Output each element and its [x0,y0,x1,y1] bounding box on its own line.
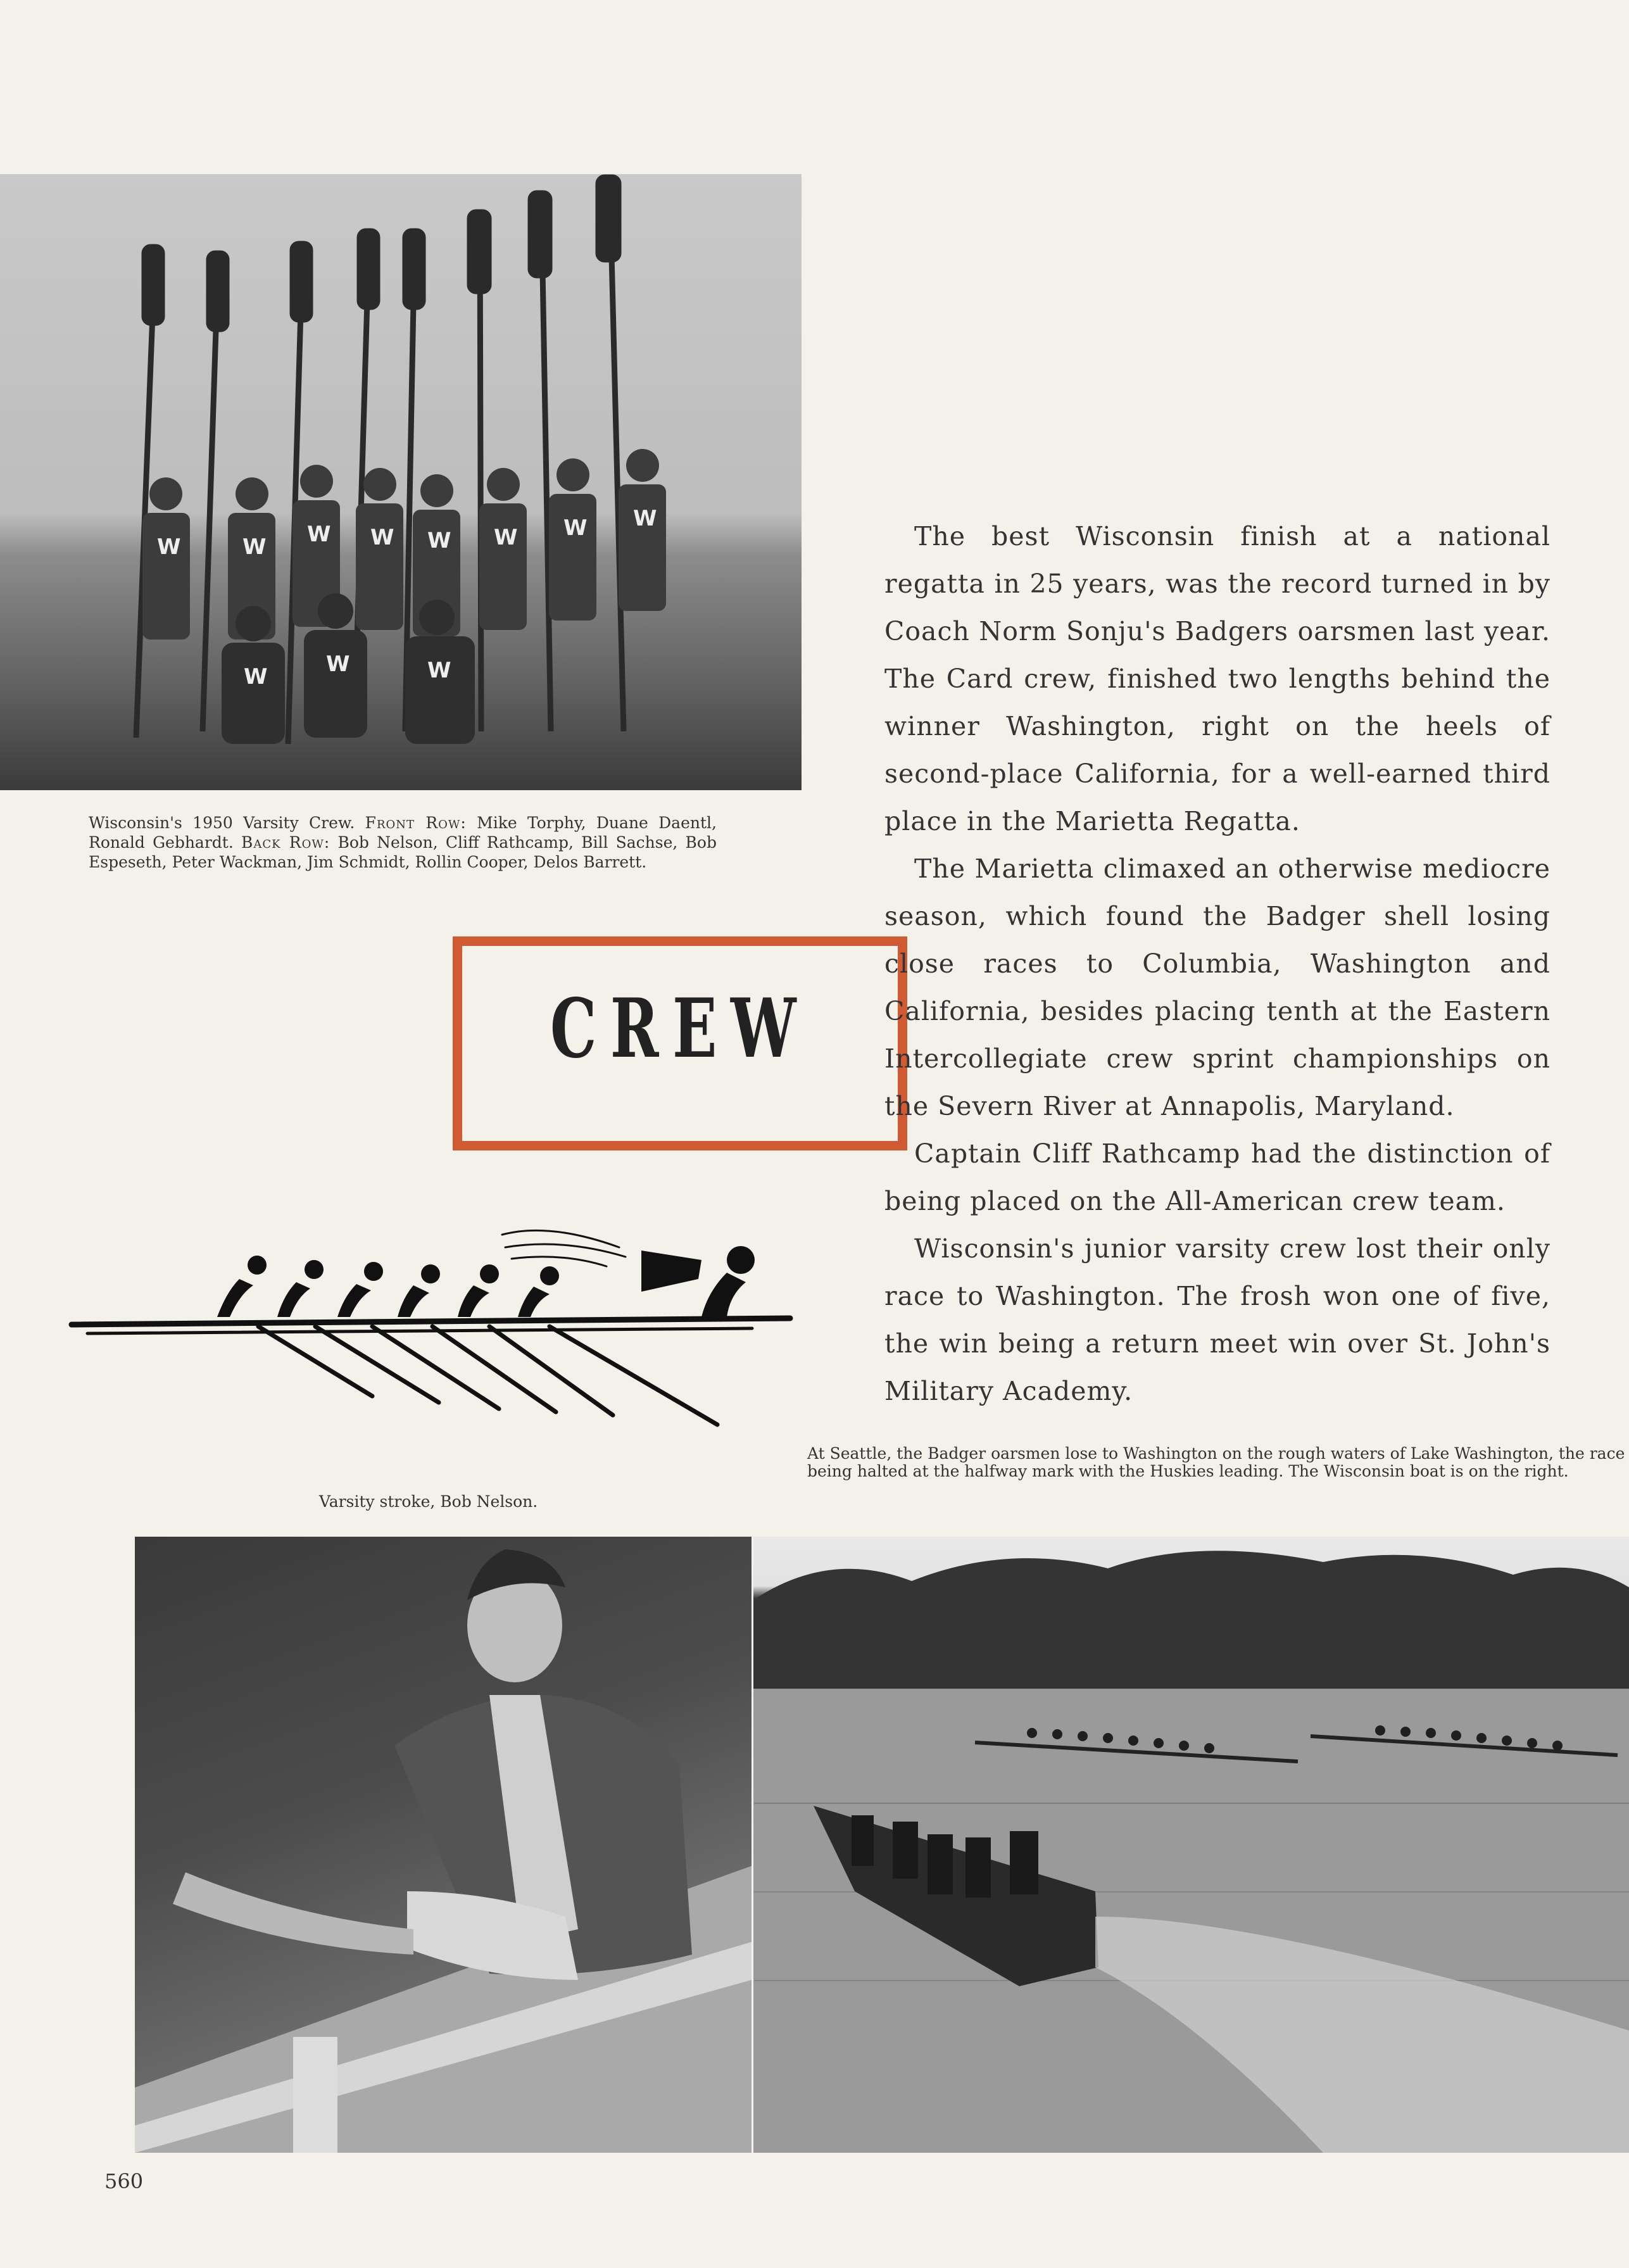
stroke-photo [135,1537,752,2153]
race-photo-caption: At Seattle, the Badger oarsmen lose to Washington on the rough waters of Lake Washington, the race being halted at the halfway mark with the Huskies leading. The Wisconsin boat is on the right. [807,1444,1625,1480]
team-caption-back-names: Bob Nelson, Cliff Rathcamp, Bill Sachse, Bob Espeseth, Peter Wackman, Jim Schmidt, Rollin Cooper, Delos Barrett. [89,833,717,871]
race-photo [753,1537,1629,2153]
team-caption-back-label: Back Row: [241,833,330,852]
team-caption-front-names: Mike Torphy, Duane Daentl, Ronald Gebhardt. [89,814,717,852]
stroke-photo-caption: Varsity stroke, Bob Nelson. [319,1492,538,1511]
article-paragraph-2: The Marietta climaxed an otherwise mediocre season, which found the Badger shell losing close races to Columbia, Washington and California, besides placing tenth at the Eastern Intercollegiate crew sprint championships on the Severn River at Annapolis, Maryland. [884,854,1550,1121]
article-body [884,513,1550,1415]
svg-text:W: W [370,525,394,550]
team-photo [0,174,802,790]
page-title: CREW [550,981,810,1076]
svg-text:W: W [494,525,518,550]
page-number: 560 [104,2169,144,2193]
team-caption-lead: Wisconsin's 1950 Varsity Crew. [89,814,355,832]
article-paragraph-4: Wisconsin's junior varsity crew lost their only race to Washington. The frosh won one of five, the win being a return meet win over St. John's Military Academy. [884,1233,1550,1406]
svg-text:W: W [326,652,350,677]
rowing-crew-illustration [68,1222,796,1431]
stroke-photo-illustration [135,1537,752,2153]
svg-text:W: W [157,534,181,560]
svg-text:W: W [633,506,657,531]
race-photo-illustration [753,1537,1629,2153]
svg-text:W: W [563,515,588,541]
team-photo-caption [89,813,717,872]
team-photo-illustration [0,174,802,790]
svg-text:W: W [244,664,268,690]
article-paragraph-1: The best Wisconsin finish at a national regatta in 25 years, was the record turned in by Coach Norm Sonju's Badgers oarsmen last year. The Card crew, finished two lengths behind the winner Washington, right on the heels of second-place California, for a well-earned third place in the Marietta Regatta. [884,521,1550,836]
svg-text:W: W [427,658,451,683]
svg-text:W: W [307,522,331,547]
svg-text:W: W [427,528,451,553]
team-caption-front-label: Front Row: [365,814,467,832]
article-paragraph-3: Captain Cliff Rathcamp had the distinction of being placed on the All-American crew team. [884,1138,1550,1216]
svg-text:W: W [242,534,267,560]
